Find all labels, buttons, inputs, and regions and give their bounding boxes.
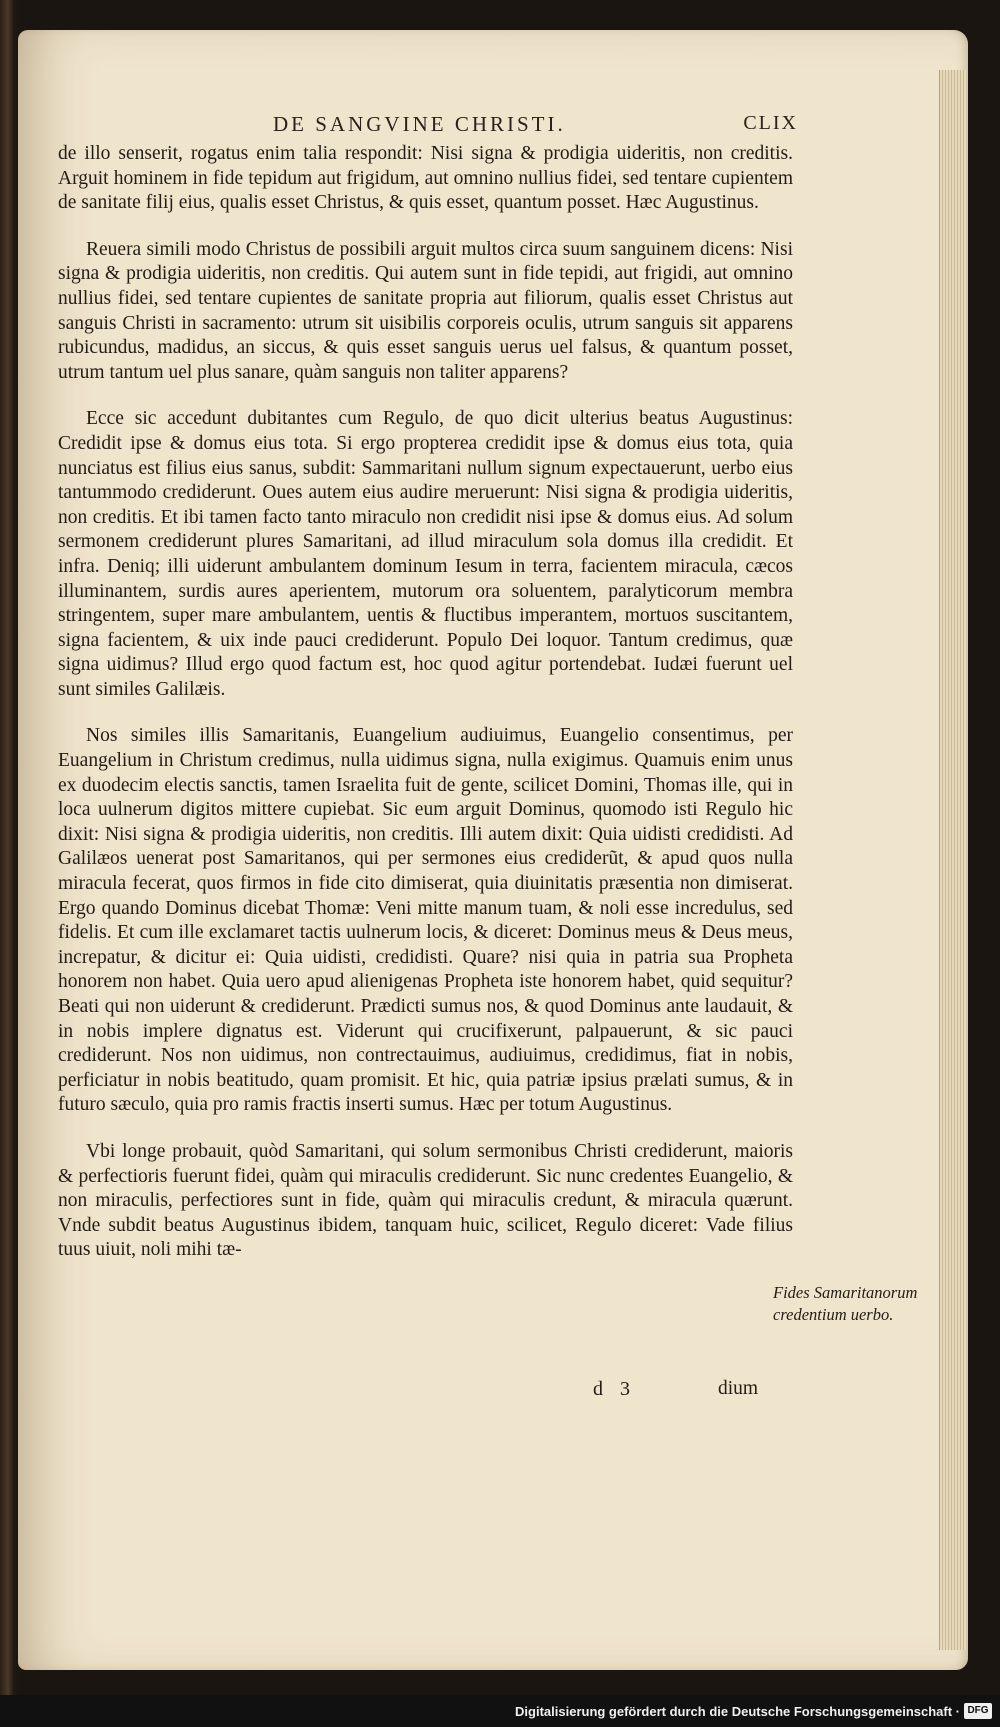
signature-mark: d 3	[593, 1378, 636, 1400]
folio-number: CLIX	[743, 112, 798, 134]
catchword: dium	[718, 1378, 759, 1399]
paragraph-1: de illo senserit, rogatus enim talia respondit: Nisi signa & prodigia uideritis, non creditis. Arguit hominem in fide tepidum aut frigidum, aut omnino nullius fidei, sed tentare cupientem de sanitate filij eius, qualis esset Christus, & quis esset, quantum posset. Hæc Augustinus.	[58, 143, 793, 214]
page-edge-stack	[939, 70, 966, 1650]
running-head: DE SANGVINE CHRISTI.	[273, 112, 566, 136]
paper-page	[18, 30, 968, 1670]
footer-credit: Digitalisierung gefördert durch die Deutsche Forschungsgemeinschaft ·	[515, 1704, 960, 1719]
digitization-footer	[0, 1695, 1000, 1727]
paragraph-5: Vbi longe probauit, quòd Samaritani, qui solum sermonibus Christi crediderunt, maioris & perfectioris fuerunt fidei, quàm qui miraculis crediderunt. Sic nunc credentes Euangelio, & non miraculis, perfectiores sunt in fide, quàm qui miraculis credunt, & miracula quærunt. Vnde subdit beatus Augustinus ibidem, tanquam huic, scilicet, Regulo diceret: Vade filius tuus uiuit, noli mihi tæ-	[58, 1140, 793, 1261]
paragraph-2: Reuera simili modo Christus de possibili arguit multos circa suum sanguinem dicens: Nisi signa & prodigia uideritis, non creditis. Qui autem sunt in fide tepidi, aut frigidi, aut omnino nullius fidei, sed tentare cupientes de sanitate propria aut filiorum, qualis esset Christus aut sanguis Christi in sacramento: utrum sit uisibilis corporeis oculis, utrum sanguis sit apparens rubicundus, madidus, an siccus, & quis esset sanguis uerus uel falsus, & quantum posset, utrum tantum uel plus sanare, quàm sanguis non taliter apparens?	[58, 238, 793, 383]
main-text-block	[58, 142, 793, 1285]
dfg-logo-icon: DFG	[964, 1703, 992, 1719]
marginal-note: Fides Samaritanorum credentium uerbo.	[773, 1283, 918, 1324]
paragraph-4: Nos similes illis Samaritanis, Euangelium audiuimus, Euangelio consentimus, per Euangelium in Christum credimus, nulla uidimus signa, nulla exigimus. Quamuis enim unus ex duodecim electis sanctis, tamen Israelita fuit de gente, scilicet Domini, Thomas ille, qui in loca uulnerum digitos mittere cupiebat. Sic eum arguit Dominus, quomodo isti Regulo hic dixit: Nisi signa & prodigia uideritis, non creditis. Illi autem dixit: Quia uidisti credidisti. Ad Galilæos uenerat post Samaritanos, qui per sermones eius crediderũt, & apud quos nulla miracula fecerat, quos firmos in fide cito dimiserat, quia diuinitatis præsentia non dimiserat. Ergo quando Dominus dicebat Thomæ: Veni mitte manum tuam, & noli esse incredulus, sed fidelis. Et cum ille exclamaret tactis uulnerum locis, & diceret: Dominus meus & Deus meus, increpatur, & dicitur ei: Quia uidisti, credidisti. Quare? nisi quia in patria sua Propheta honorem non habet. Quia uero apud alienigenas Propheta iste honorem habet, quid sequitur? Beati qui non uiderunt & crediderunt. Prædicti sumus nos, & quod Dominus ante laudauit, & in nobis implere dignatus est. Viderunt qui crucifixerunt, palpauerunt, & sic pauci crediderunt. Nos non uidimus, non contrectauimus, audiuimus, credidimus, fiat in nobis, perficiatur in nobis beatitudo, quam promisit. Et hic, quia patriæ ipsius prælati sumus, & in futuro sæculo, quia pro ramis fractis inserti sumus. Hæc per totum Augustinus.	[58, 725, 793, 1116]
paragraph-3: Ecce sic accedunt dubitantes cum Regulo, de quo dicit ulterius beatus Augustinus: Credidit ipse & domus eius tota. Si ergo propterea credidit ipse & domus eius tota, quia nunciatus est filius eius sanus, subdit: Sammaritani nullum signum expectauerunt, uerbo eius tantummodo crediderunt. Oues autem eius audire meruerunt: Nisi signa & prodigia uideritis, non creditis. Et ibi tamen facto tanto miraculo non credidit nisi ipse & domus eius. Ad solum sermonem crediderunt plures Samaritani, ad illud miraculum sola domus illa credidit. Et infra. Deniq; illi uiderunt ambulantem dominum Iesum in terra, facientem miracula, cæcos illuminantem, surdis aures aperientem, mutorum ora soluentem, paralyticorum membra stringentem, super mare ambulantem, uentis & fluctibus imperantem, mortuos suscitantem, signa facientem, & uix inde pauci crediderunt. Populo Dei loquor. Tantum credimus, quæ signa uidimus? Illud ergo quod factum est, hoc quod agitur portendebat. Iudæi fuerunt uel sunt similes Galilæis.	[58, 408, 793, 700]
